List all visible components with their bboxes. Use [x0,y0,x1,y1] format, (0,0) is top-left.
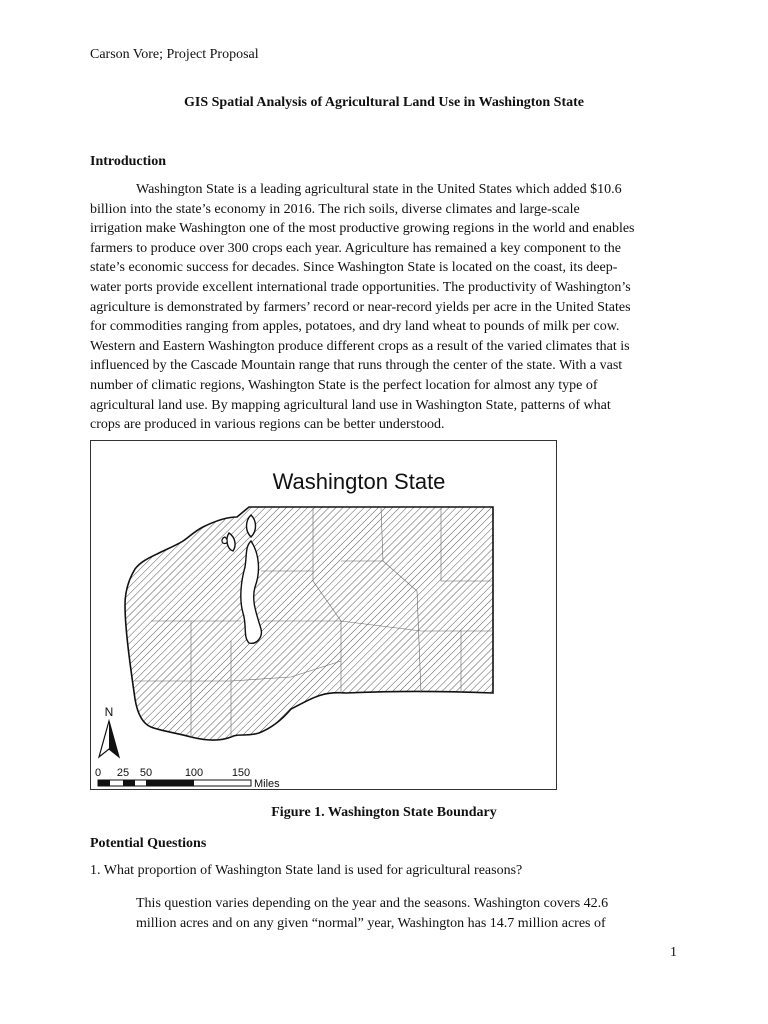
north-label: N [104,705,114,719]
san-juan-islands [222,537,227,544]
map-svg [91,441,556,789]
scale-tick-label: 150 [231,767,251,779]
paragraph-line: state’s economic success for decades. Since Washington State is located on the coast, its deep- [90,260,618,276]
introduction-paragraph [90,180,678,435]
question-1: 1. What proportion of Washington State land is used for agricultural reasons? [90,863,523,878]
paragraph-line: farmers to produce over 300 crops each year. Agriculture has remained a key component to the [90,240,622,256]
paragraph-line: influenced by the Cascade Mountain range that runs through the center of the state. With a vast [90,358,623,374]
paragraph-line: crops are produced in various regions can be better understood. [90,417,445,433]
paragraph-line: billion into the state’s economy in 2016. The rich soils, diverse climates and large-scale [90,201,580,217]
paragraph-line: irrigation make Washington one of the most productive growing regions in the world and enables [90,221,635,237]
scale-tick-label: 0 [94,767,102,779]
introduction-heading: Introduction [90,154,166,169]
island-outline [247,515,256,537]
paragraph-line: for commodities ranging from apples, potatoes, and dry land wheat to pounds of milk per cow. [90,319,620,335]
paragraph-line: Washington State is a leading agricultural state in the United States which added $10.6 [136,182,622,197]
paragraph-line: agriculture is demonstrated by farmers’ record or near-record yields per acre in the United States [90,299,631,315]
paragraph-line: agricultural land use. By mapping agricultural land use in Washington State, patterns of what [90,397,611,413]
scale-tick-label: 100 [184,767,204,779]
paragraph-line: Western and Eastern Washington produce different crops as a result of the varied climates that is [90,338,630,354]
paragraph-line: This question varies depending on the year and the seasons. Washington covers 42.6 [136,896,609,911]
paragraph-line: million acres and on any given “normal” year, Washington has 14.7 million acres of [136,915,606,931]
page-header: Carson Vore; Project Proposal [90,47,259,62]
questions-heading: Potential Questions [90,836,207,851]
scale-unit-label: Miles [254,778,280,789]
figure-caption: Figure 1. Washington State Boundary [271,805,497,820]
map-title: Washington State [272,469,446,494]
paper-title: GIS Spatial Analysis of Agricultural Land Use in Washington State [184,95,584,110]
scale-bar [98,780,251,786]
washington-map-figure [90,440,557,790]
paragraph-line: number of climatic regions, Washington State is the perfect location for almost any type of [90,377,598,393]
scale-tick-label: 50 [139,767,153,779]
state-boundary [125,507,493,740]
paragraph-line: water ports provide excellent international trade opportunities. The productivity of Washington’s [90,279,631,295]
scale-tick-label: 25 [116,767,130,779]
page-number: 1 [670,945,677,960]
answer-paragraph [136,894,676,933]
